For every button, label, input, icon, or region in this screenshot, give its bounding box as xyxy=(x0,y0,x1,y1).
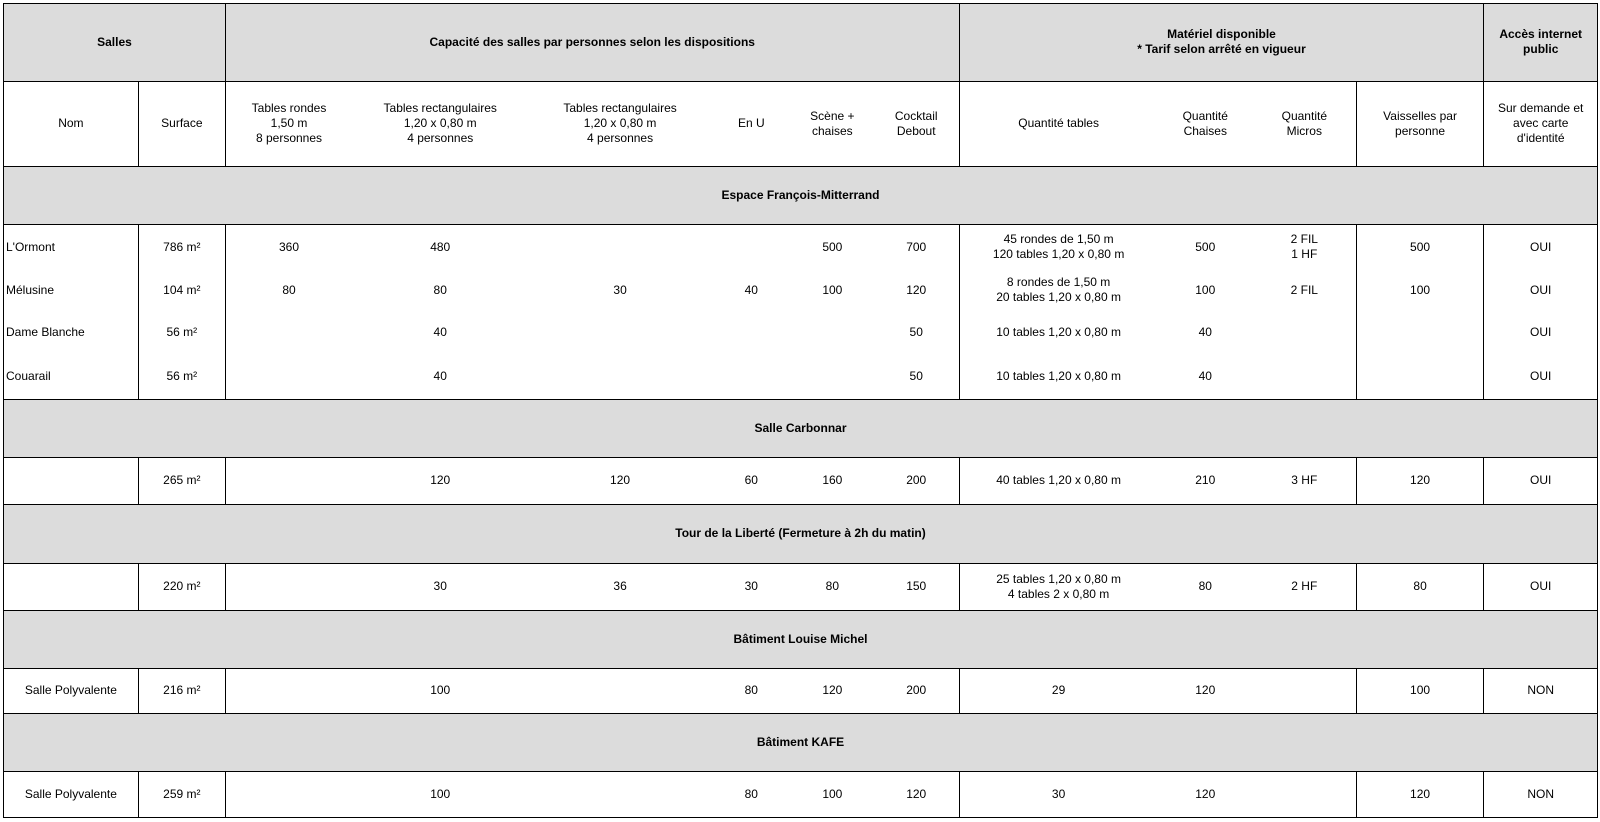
cell-vaisselles: 100 xyxy=(1356,669,1484,714)
cell-rect-a: 100 xyxy=(352,669,528,714)
cell-qte-tables: 10 tables 1,20 x 0,80 m xyxy=(996,325,1121,340)
cell-rect-b: 36 xyxy=(528,563,711,610)
col-cocktail: Cocktail Debout xyxy=(874,81,959,167)
cell-internet: OUI xyxy=(1484,225,1598,269)
cell-chaises: 120 xyxy=(1158,669,1253,714)
table-row xyxy=(4,563,1598,610)
section-row xyxy=(4,610,1598,668)
cell-rect-a: 120 xyxy=(352,457,528,504)
cell-vaisselles: 120 xyxy=(1356,772,1484,818)
cell-vaisselles: 500 xyxy=(1356,225,1484,269)
col-tables-rondes: Tables rondes 1,50 m 8 personnes xyxy=(225,81,352,167)
cell-rondes xyxy=(225,312,352,355)
cell-rondes xyxy=(225,563,352,610)
cell-cocktail: 700 xyxy=(874,225,959,269)
cell-nom: Salle Polyvalente xyxy=(4,772,139,818)
cell-rect-b xyxy=(528,669,711,714)
cell-nom: Salle Polyvalente xyxy=(4,669,139,714)
table-row xyxy=(4,457,1598,504)
col-surface: Surface xyxy=(138,81,225,167)
col-qte-tables: Quantité tables xyxy=(959,81,1158,167)
table-row xyxy=(4,312,1598,355)
col-scene: Scène + chaises xyxy=(791,81,874,167)
table-row xyxy=(4,269,1598,312)
section-row xyxy=(4,167,1598,225)
cell-nom: Couarail xyxy=(4,354,139,399)
cell-rondes xyxy=(225,457,352,504)
cell-cocktail: 120 xyxy=(874,772,959,818)
cell-surface: 104 m² xyxy=(138,269,225,312)
cell-rondes: 80 xyxy=(282,282,296,297)
section-row xyxy=(4,504,1598,563)
cell-scene xyxy=(791,312,874,355)
cell-rect-a: 480 xyxy=(352,225,528,269)
cell-micros: 3 HF xyxy=(1253,457,1356,504)
section-row xyxy=(4,713,1598,771)
cell-rondes xyxy=(225,669,352,714)
cell-nom: Mélusine xyxy=(4,269,139,312)
cell-micros xyxy=(1253,669,1356,714)
cell-cocktail: 120 xyxy=(874,269,959,312)
cell-micros: 2 FIL xyxy=(1253,269,1356,312)
cell-chaises: 100 xyxy=(1195,282,1216,297)
rooms-capacity-table xyxy=(3,3,1598,818)
cell-en-u: 30 xyxy=(712,563,791,610)
cell-scene: 100 xyxy=(791,772,874,818)
header-capacite: Capacité des salles par personnes selon les dispositions xyxy=(225,4,959,82)
cell-rect-b xyxy=(528,772,711,818)
cell-chaises: 40 xyxy=(1158,354,1253,399)
cell-cocktail: 200 xyxy=(874,669,959,714)
cell-surface: 259 m² xyxy=(138,772,225,818)
cell-micros xyxy=(1253,312,1356,355)
cell-en-u xyxy=(712,354,791,399)
cell-internet: NON xyxy=(1484,772,1598,818)
cell-rect-a: 40 xyxy=(433,325,447,340)
cell-vaisselles: 80 xyxy=(1356,563,1484,610)
cell-qte-tables: 45 rondes de 1,50 m 120 tables 1,20 x 0,80 m xyxy=(959,225,1158,269)
cell-micros: 2 HF xyxy=(1253,563,1356,610)
cell-rect-a: 80 xyxy=(433,282,447,297)
cell-nom: L'Ormont xyxy=(4,225,139,269)
cell-en-u xyxy=(712,225,791,269)
cell-internet: OUI xyxy=(1484,269,1598,312)
cell-cocktail: 50 xyxy=(874,354,959,399)
cell-surface: 786 m² xyxy=(138,225,225,269)
col-en-u: En U xyxy=(712,81,791,167)
cell-vaisselles: 120 xyxy=(1356,457,1484,504)
header-row-groups xyxy=(4,4,1598,82)
cell-qte-tables: 25 tables 1,20 x 0,80 m 4 tables 2 x 0,80 m xyxy=(959,563,1158,610)
cell-qte-tables: 29 xyxy=(959,669,1158,714)
cell-micros xyxy=(1253,772,1356,818)
cell-vaisselles xyxy=(1356,312,1484,355)
cell-surface: 56 m² xyxy=(138,312,225,355)
table-row xyxy=(4,669,1598,714)
header-row-columns xyxy=(4,81,1598,167)
cell-chaises: 500 xyxy=(1158,225,1253,269)
section-title: Tour de la Liberté (Fermeture à 2h du matin) xyxy=(4,504,1598,563)
cell-rect-a: 30 xyxy=(352,563,528,610)
cell-cocktail: 50 xyxy=(874,312,959,355)
cell-micros xyxy=(1253,354,1356,399)
cell-surface: 56 m² xyxy=(138,354,225,399)
cell-vaisselles xyxy=(1356,354,1484,399)
table-row xyxy=(4,354,1598,399)
col-vaisselles: Vaisselles par personne xyxy=(1356,81,1484,167)
col-tables-rect-b: Tables rectangulaires 1,20 x 0,80 m 4 personnes xyxy=(528,81,711,167)
cell-nom: Dame Blanche xyxy=(4,312,139,355)
cell-surface: 220 m² xyxy=(138,563,225,610)
cell-chaises: 80 xyxy=(1158,563,1253,610)
cell-qte-tables: 40 tables 1,20 x 0,80 m xyxy=(959,457,1158,504)
table-row xyxy=(4,772,1598,818)
col-qte-micros: Quantité Micros xyxy=(1253,81,1356,167)
cell-rect-b: 120 xyxy=(528,457,711,504)
header-internet: Accès internet public xyxy=(1484,4,1598,82)
cell-rondes: 360 xyxy=(225,225,352,269)
cell-internet: OUI xyxy=(1484,354,1598,399)
cell-surface: 216 m² xyxy=(138,669,225,714)
cell-qte-tables: 8 rondes de 1,50 m 20 tables 1,20 x 0,80 m xyxy=(996,275,1121,305)
cell-qte-tables: 30 xyxy=(959,772,1158,818)
cell-rect-a: 40 xyxy=(352,354,528,399)
cell-cocktail: 200 xyxy=(874,457,959,504)
cell-scene: 100 xyxy=(822,282,843,297)
cell-nom xyxy=(4,563,139,610)
cell-scene: 120 xyxy=(791,669,874,714)
cell-rect-b: 30 xyxy=(613,282,627,297)
cell-scene: 500 xyxy=(791,225,874,269)
section-title: Bâtiment KAFE xyxy=(4,713,1598,771)
cell-vaisselles: 100 xyxy=(1356,269,1484,312)
cell-en-u: 40 xyxy=(744,282,758,297)
section-title: Espace François-Mitterrand xyxy=(4,167,1598,225)
cell-rect-a: 100 xyxy=(352,772,528,818)
cell-scene: 80 xyxy=(791,563,874,610)
section-title: Salle Carbonnar xyxy=(4,399,1598,457)
cell-qte-tables: 10 tables 1,20 x 0,80 m xyxy=(959,354,1158,399)
cell-rect-b xyxy=(528,225,711,269)
cell-micros: 2 FIL 1 HF xyxy=(1253,225,1356,269)
cell-en-u: 80 xyxy=(712,772,791,818)
section-title: Bâtiment Louise Michel xyxy=(4,610,1598,668)
cell-cocktail: 150 xyxy=(874,563,959,610)
cell-rect-b xyxy=(528,354,711,399)
cell-internet: OUI xyxy=(1484,563,1598,610)
cell-chaises: 120 xyxy=(1158,772,1253,818)
col-internet-detail: Sur demande et avec carte d'identité xyxy=(1484,81,1598,167)
table-row xyxy=(4,225,1598,269)
cell-nom xyxy=(4,457,139,504)
cell-internet: NON xyxy=(1484,669,1598,714)
rooms-table-wrapper xyxy=(3,3,1598,818)
cell-chaises: 210 xyxy=(1158,457,1253,504)
header-materiel: Matériel disponible * Tarif selon arrêté en vigueur xyxy=(959,4,1484,82)
col-tables-rect-a: Tables rectangulaires 1,20 x 0,80 m 4 personnes xyxy=(352,81,528,167)
cell-rondes xyxy=(225,772,352,818)
cell-internet: OUI xyxy=(1484,457,1598,504)
header-salles: Salles xyxy=(4,4,226,82)
cell-rect-b xyxy=(528,312,711,355)
cell-en-u: 60 xyxy=(712,457,791,504)
cell-chaises: 40 xyxy=(1198,325,1212,340)
cell-surface: 265 m² xyxy=(138,457,225,504)
section-row xyxy=(4,399,1598,457)
cell-rondes xyxy=(225,354,352,399)
cell-scene: 160 xyxy=(791,457,874,504)
cell-en-u: 80 xyxy=(712,669,791,714)
col-nom: Nom xyxy=(4,81,139,167)
col-qte-chaises: Quantité Chaises xyxy=(1158,81,1253,167)
cell-internet: OUI xyxy=(1484,312,1598,355)
cell-en-u xyxy=(712,312,791,355)
cell-scene xyxy=(791,354,874,399)
